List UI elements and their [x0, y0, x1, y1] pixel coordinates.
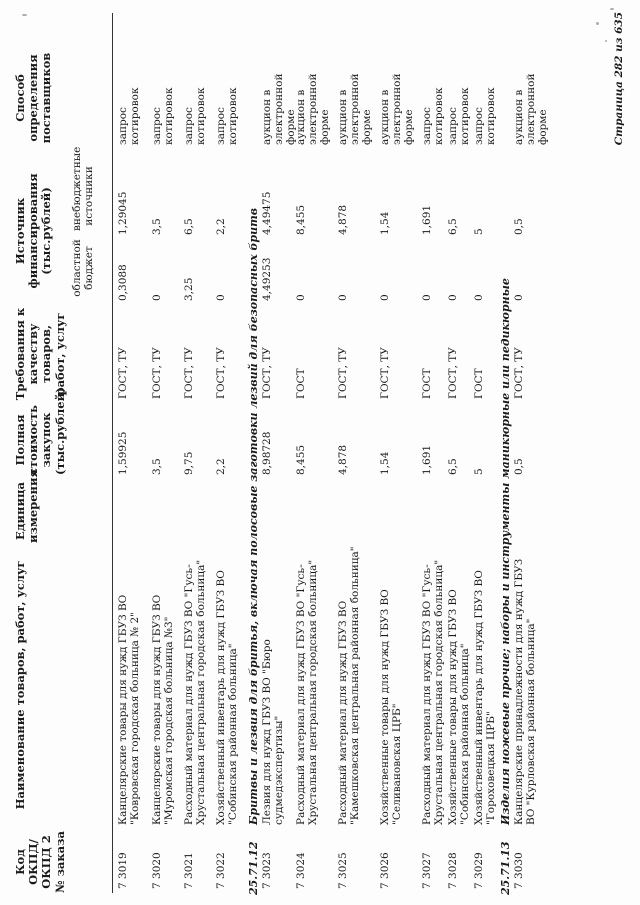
item-name: Канцелярские товары для нужд ГБУЗ ВО "Муромская городская больница №3" [151, 594, 175, 825]
item-name: Хозяйственный инвентарь для нужд ГБУЗ ВО "Собинская районная больница" [215, 570, 239, 825]
item-name: Хозяйственные товары для нужд ГБУЗ ВО "Селивановская ЦРБ" [379, 589, 403, 825]
item-name: Расходный материал для нужд ГБУЗ ВО "Гусь-Хрустальная центральная городская больница" [183, 559, 207, 825]
order-code: 7 3027 [421, 852, 433, 889]
order-code: 7 3028 [447, 852, 459, 889]
extra-budget: 6,5 [447, 218, 459, 235]
section-code: 25.71.12 [247, 841, 260, 895]
item-name: Расходный материал для нужд ГБУЗ ВО "Гусь-Хрустальная центральная городская больница" [421, 559, 445, 825]
procurement-method: аукцион в электронной форме [261, 73, 297, 145]
item-name: Расходный материал для нужд ГБУЗ ВО "Камешковская центральная районная больница" [337, 546, 361, 825]
procurement-method: запрос котировок [151, 87, 175, 145]
section-code: 25.71.13 [499, 841, 512, 895]
regional-budget: 3,25 [183, 277, 195, 301]
full-cost: 1,691 [421, 444, 433, 475]
quality-requirements: ГОСТ, ТУ [183, 347, 195, 399]
quality-requirements: ГОСТ, ТУ [447, 347, 459, 399]
full-cost: 6,5 [447, 458, 459, 475]
extra-budget: 1,691 [421, 204, 433, 235]
item-name: Канцелярские товары для нужд ГБУЗ ВО "Ковровская городская больница № 2" [117, 594, 141, 825]
regional-budget: 0 [295, 294, 307, 301]
order-code: 7 3026 [379, 852, 391, 889]
procurement-method: аукцион в электронной форме [295, 73, 331, 145]
procurement-method: запрос котировок [215, 87, 239, 145]
full-cost: 4,878 [337, 444, 349, 475]
extra-budget: 5 [473, 228, 485, 235]
order-code: 7 3024 [295, 852, 307, 889]
order-code: 7 3030 [513, 852, 525, 889]
extra-budget: 8,455 [295, 204, 307, 235]
regional-budget: 0 [447, 294, 459, 301]
page-number: Страница 282 из 635 [613, 12, 626, 146]
extra-budget: 4,49475 [261, 191, 273, 235]
header-funding-regional: областной бюджет [71, 239, 95, 297]
quality-requirements: ГОСТ, ТУ [117, 347, 129, 399]
regional-budget: 0 [215, 294, 227, 301]
procurement-method: запрос котировок [473, 87, 497, 145]
quality-requirements: ГОСТ, ТУ [261, 347, 273, 399]
header-name: Наименование товаров, работ, услуг [13, 560, 27, 810]
quality-requirements: ГОСТ [421, 368, 433, 399]
header-cost: Полная стоимость закупок (тыс.рублей) [13, 387, 67, 475]
item-name: Хозяйственный инвентарь для нужд ГБУЗ ВО "Гороховецкая ЦРБ" [473, 570, 497, 825]
regional-budget: 0 [473, 294, 485, 301]
extra-budget: 0,5 [513, 218, 525, 235]
header-funding: Источник финансирования (тыс.рублей) [13, 173, 54, 289]
quality-requirements: ГОСТ [473, 368, 485, 399]
full-cost: 1,54 [379, 451, 391, 475]
extra-budget: 1,29045 [117, 191, 129, 235]
extra-budget: 2,2 [215, 218, 227, 235]
order-code: 7 3019 [117, 852, 129, 889]
extra-budget: 6,5 [183, 218, 195, 235]
full-cost: 3,5 [151, 458, 163, 475]
item-name: Хозяйственные товары для нужд ГБУЗ ВО "Собинская районная больница" [447, 589, 471, 825]
order-code: 7 3021 [183, 852, 195, 889]
full-cost: 2,2 [215, 458, 227, 475]
order-code: 7 3020 [151, 852, 163, 889]
full-cost: 8,455 [295, 444, 307, 475]
table-header [14, 0, 108, 905]
full-cost: 5 [473, 468, 485, 475]
regional-budget: 0 [337, 294, 349, 301]
full-cost: 8,98728 [261, 431, 273, 475]
extra-budget: 4,878 [337, 204, 349, 235]
procurement-method: запрос котировок [183, 87, 207, 145]
full-cost: 9,75 [183, 451, 195, 475]
extra-budget: 3,5 [151, 218, 163, 235]
full-cost: 0,5 [513, 458, 525, 475]
regional-budget: 0,3088 [117, 264, 129, 301]
regional-budget: 0 [379, 294, 391, 301]
procurement-method: аукцион в электронной форме [337, 73, 373, 145]
quality-requirements: ГОСТ, ТУ [513, 347, 525, 399]
header-divider [112, 13, 113, 893]
procurement-method: запрос котировок [447, 87, 471, 145]
order-code: 7 3023 [261, 852, 273, 889]
procurement-method: запрос котировок [117, 87, 141, 145]
item-name: Лезвия для нужд ГБУЗ ВО "Бюро судмедэкспертизы" [261, 639, 285, 825]
order-code: 7 3029 [473, 852, 485, 889]
quality-requirements: ГОСТ, ТУ [379, 347, 391, 399]
item-name: Расходный материал для нужд ГБУЗ ВО "Гусь-Хрустальная центральная городская больница" [295, 559, 319, 825]
procurement-method: запрос котировок [421, 87, 445, 145]
regional-budget: 0 [513, 294, 525, 301]
section-title: Изделия ножевые прочие; наборы и инструменты маникюрные или педикюрные [499, 278, 512, 825]
extra-budget: 1,54 [379, 211, 391, 235]
header-requirements: Требования к качеству товаров, работ, услуг [13, 307, 67, 401]
procurement-method: аукцион в электронной форме [513, 73, 549, 145]
regional-budget: 0 [151, 294, 163, 301]
order-code: 7 3025 [337, 852, 349, 889]
header-funding-extra: внебюджетные источники [71, 146, 95, 231]
header-unit: Единица измерения [13, 469, 41, 543]
regional-budget: 0 [421, 294, 433, 301]
quality-requirements: ГОСТ, ТУ [151, 347, 163, 399]
quality-requirements: ГОСТ, ТУ [215, 347, 227, 399]
header-code: Код ОКПД/ ОКПД 2 № заказа [13, 831, 67, 893]
order-code: 7 3022 [215, 852, 227, 889]
procurement-method: аукцион в электронной форме [379, 73, 415, 145]
full-cost: 1,59925 [117, 431, 129, 475]
quality-requirements: ГОСТ, ТУ [337, 347, 349, 399]
regional-budget: 4,49253 [261, 257, 273, 301]
section-title: Бритвы и лезвия для бритья, включая полосовые заготовки лезвий для безопасных бритв [247, 208, 260, 825]
quality-requirements: ГОСТ [295, 368, 307, 399]
item-name: Канцелярские принадлежности для нужд ГБУЗ ВО "Курловская районная больница" [513, 558, 537, 825]
header-method: Способ определения поставщиков [13, 52, 54, 144]
